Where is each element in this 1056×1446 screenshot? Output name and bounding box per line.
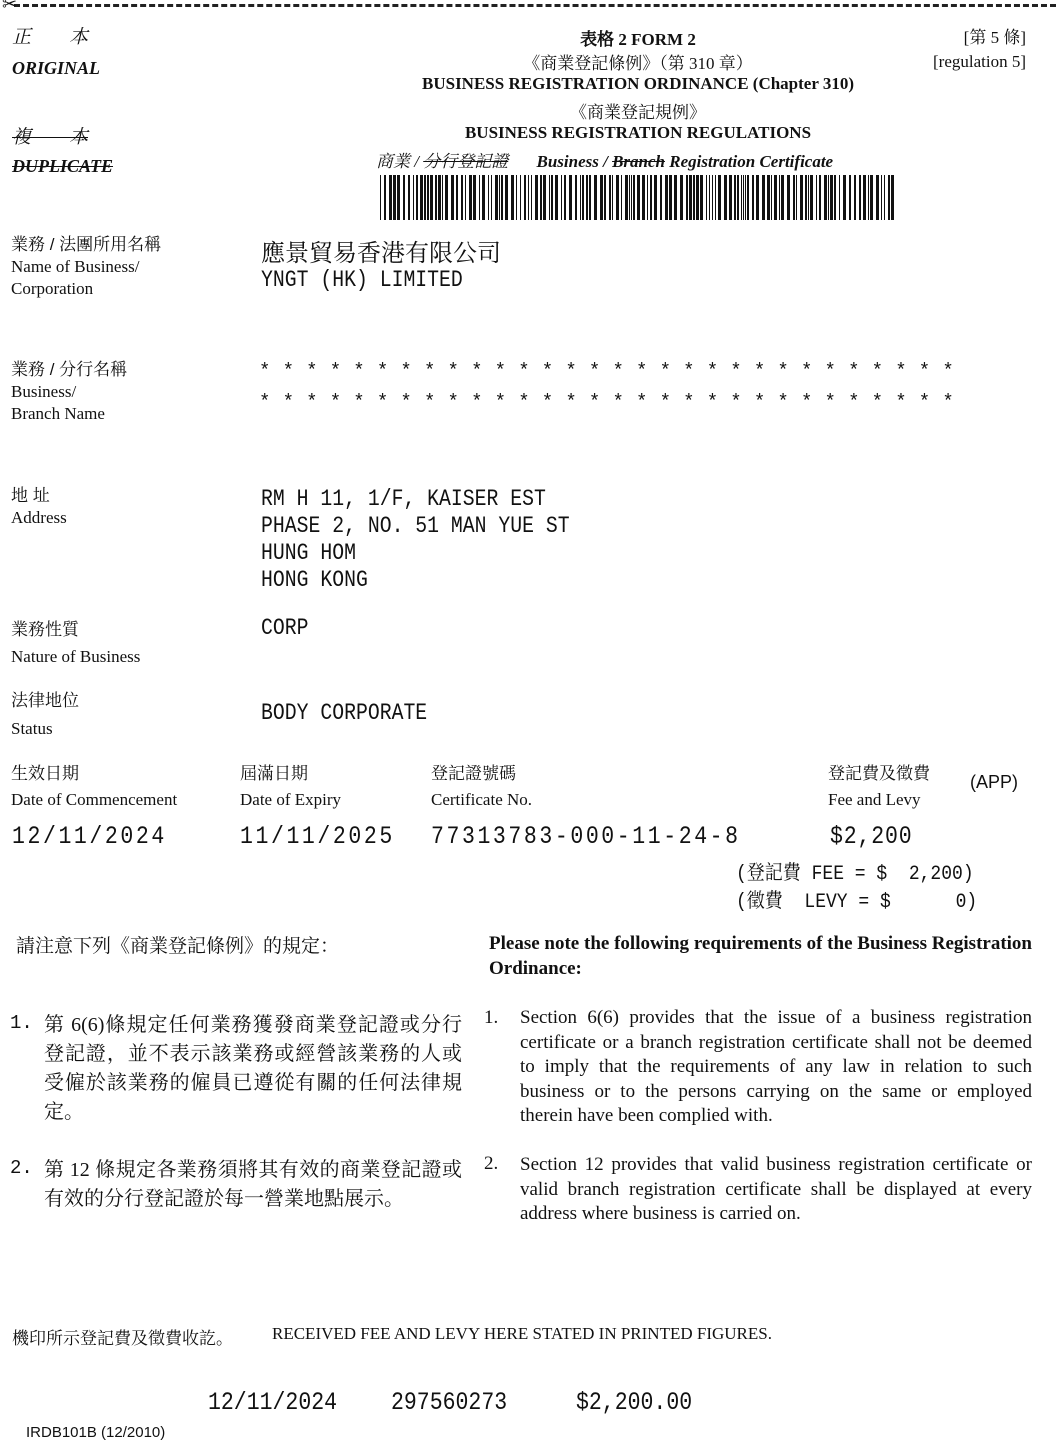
duplicate-mark-zh: 複 本 [12,127,89,148]
commencement-date: 12/11/2024 [12,822,167,851]
notes-heading-zh: 請注意下列《商業登記條例》的規定： [16,936,340,957]
status-value: BODY CORPORATE [261,700,428,726]
address-line-2: PHASE 2, NO. 51 MAN YUE ST [261,513,570,539]
ordinance-en: BUSINESS REGISTRATION ORDINANCE (Chapter 310) [422,74,854,93]
cert-type-zh-business: 商業 [376,152,410,171]
note-1-number-en: 1. [484,1007,499,1028]
notes-heading-en: Please note the following requirements of the Business Registration Ordinance: [489,933,1032,979]
barcode-icon [380,175,896,220]
received-statement-zh: 機印所示登記費及徵費收訖。 [12,1329,233,1348]
note-2-en: Section 12 provides that valid business registration certificate or valid branch registration certificate shall be displayed at every address where business is carried on. [520,1154,1032,1224]
status-label-en: Status [11,719,53,738]
name-label-en-2: Corporation [11,279,94,298]
fee-breakdown: (登記費 FEE = $ 2,200) [736,863,974,886]
address-line-4: HONG KONG [261,567,368,593]
branch-label-en-2: Branch Name [11,404,105,423]
business-name-zh: 應景貿易香港有限公司 [261,241,501,267]
address-line-3: HUNG HOM [261,540,356,566]
duplicate-mark-en: DUPLICATE [12,156,114,176]
status-label-zh: 法律地位 [11,691,79,710]
name-label-en-1: Name of Business/ [11,257,140,276]
printed-amount: $2,200.00 [576,1388,693,1417]
printed-date: 12/11/2024 [208,1388,338,1417]
expiry-label-en: Date of Expiry [240,790,342,809]
commencement-label-en: Date of Commencement [11,790,178,809]
name-label-zh: 業務 / 法團所用名稱 [11,235,162,254]
cert-no-label-zh: 登記證號碼 [431,764,516,783]
certificate-type [376,147,833,172]
branch-name-line-2: * * * * * * * * * * * * * * * * * * * * * * * * * * * * * * [259,391,955,413]
fee-label-en: Fee and Levy [828,790,921,809]
expiry-label-zh: 屆滿日期 [240,764,308,783]
cert-type-en-branch: Branch [612,152,665,171]
levy-breakdown: (徵費 LEVY = $ 0) [736,891,978,914]
note-2-number-en: 2. [484,1153,499,1174]
scissors-icon: ✂ [2,0,18,15]
regulation-ref-en: [regulation 5] [933,52,1026,71]
nature-label-zh: 業務性質 [11,620,79,639]
fee-amount: $2,200 [830,822,913,851]
branch-label-zh: 業務 / 分行名稱 [11,360,128,379]
commencement-label-zh: 生效日期 [11,764,79,783]
cert-type-en-business: Business / [536,152,613,171]
regulations-zh: 《商業登記規例》 [570,103,706,122]
fee-label-zh: 登記費及徵費 [828,764,930,783]
cert-no-label-en: Certificate No. [431,790,533,809]
nature-value: CORP [261,615,309,641]
received-statement-en: RECEIVED FEE AND LEVY HERE STATED IN PRINTED FIGURES. [272,1324,772,1343]
fee-app-tag: (APP) [970,772,1019,792]
printed-receipt-number: 297560273 [391,1388,508,1417]
cert-type-en-rest: Registration Certificate [665,152,834,171]
original-mark-en: ORIGINAL [12,58,101,78]
cert-type-zh-sep: / [410,152,424,171]
form-number: 表格 2 FORM 2 [580,30,696,49]
address-label-en: Address [11,508,67,527]
expiry-date: 11/11/2025 [240,822,395,851]
original-mark-zh: 正 本 [12,27,89,48]
cut-line [14,4,1056,7]
form-code: IRDB101B (12/2010) [26,1424,166,1441]
note-1-zh: 第 6(6)條規定任何業務獲發商業登記證或分行登記證，並不表示該業務或經營該業務的人或受僱於該業務的僱員已遵從有關的任何法律規定。 [44,1014,462,1123]
cert-type-zh-branch: 分行登記證 [423,152,509,171]
branch-name-line-1: * * * * * * * * * * * * * * * * * * * * * * * * * * * * * * [259,360,955,382]
note-2-number-zh: 2. [10,1157,33,1179]
regulation-ref-zh: [第 5 條] [963,28,1026,47]
note-2-zh: 第 12 條規定各業務須將其有效的商業登記證或有效的分行登記證於每一營業地點展示。 [44,1159,462,1210]
regulations-en: BUSINESS REGISTRATION REGULATIONS [464,123,812,142]
ordinance-zh: 《商業登記條例》（第 310 章） [523,54,753,73]
nature-label-en: Nature of Business [11,647,141,666]
note-1-number-zh: 1. [10,1012,33,1034]
business-name-en: YNGT (HK) LIMITED [261,267,463,293]
certificate-number: 77313783-000-11-24-8 [431,822,741,851]
note-1-en: Section 6(6) provides that the issue of a business registration certificate or a branch registration certificate shall not be deemed to imply that the requirements of any law in relation to such business or to the persons carrying on the same or employed therein have been complied with. [520,1007,1032,1126]
address-label-zh: 地 址 [11,486,50,505]
address-line-1: RM H 11, 1/F, KAISER EST [261,486,546,512]
branch-label-en-1: Business/ [11,382,77,401]
